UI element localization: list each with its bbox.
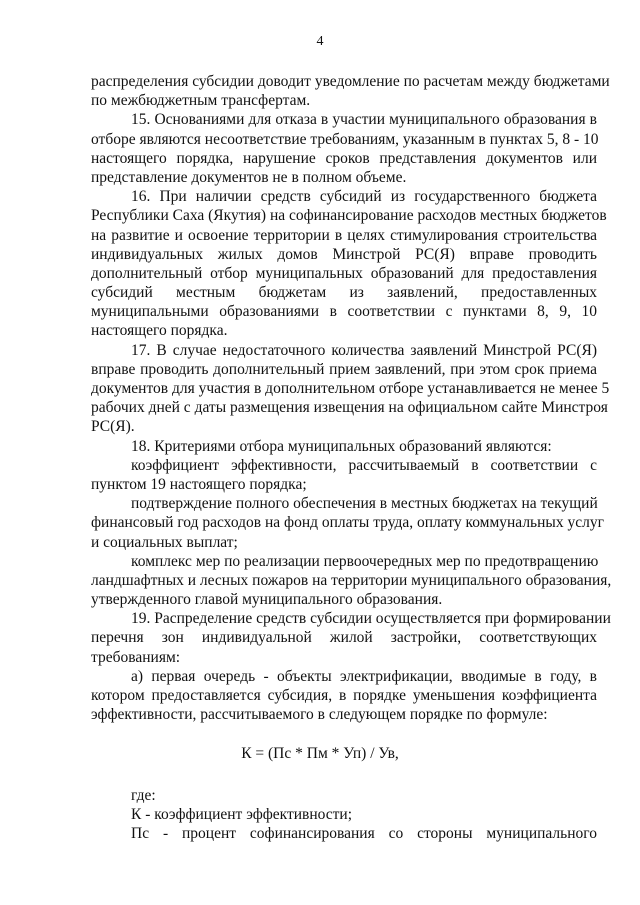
text-line: документов для участия в дополнительном отборе устанавливается не менее 5: [91, 380, 610, 397]
text-line: представление документов не в полном объеме.: [91, 168, 407, 186]
text-line: вправе проводить дополнительный прием заявлений, при этом срок приема: [91, 360, 597, 378]
paragraph-19-start: 19. Распределение средств субсидии осуществляется при формировании: [131, 610, 611, 628]
text-line: распределения субсидии доводит уведомление по расчетам между бюджетами: [91, 73, 610, 90]
text-line: РС(Я).: [91, 418, 135, 436]
text-line: субсидий местным бюджетам из заявлений, предоставленных: [91, 284, 597, 302]
criteria-item-2: подтверждение полного обеспечения в местных бюджетах на текущий: [131, 495, 598, 513]
subitem-a-start: а) первая очередь - объекты электрификации, вводимые в году, в: [131, 667, 597, 685]
text-line: котором предоставляется субсидия, в порядке уменьшения коэффициента: [91, 687, 597, 704]
text-line: настоящего порядка.: [91, 322, 228, 340]
paragraph-15-start: 15. Основаниями для отказа в участии муниципального образования в: [131, 111, 597, 129]
text-line: и социальных выплат;: [91, 533, 238, 551]
text-line: ландшафтных и лесных пожаров на территории муниципального образования,: [91, 571, 612, 589]
text-line: дополнительный отбор муниципальных образований для предоставления: [91, 264, 597, 282]
text-line: пунктом 19 настоящего порядка;: [91, 475, 307, 493]
text-line: на развитие и освоение территории в целях стимулирования строительства: [91, 226, 597, 244]
text-line: индивидуальных жилых домов Минстрой РС(Я) вправе проводить: [91, 245, 597, 263]
text-line: Республики Саха (Якутия) на софинансирование расходов местных бюджетов: [91, 207, 607, 225]
paragraph-16-start: 16. При наличии средств субсидий из государственного бюджета: [131, 188, 597, 206]
text-line: финансовый год расходов на фонд оплаты труда, оплату коммунальных услуг: [91, 514, 604, 532]
text-line: отборе являются несоответствие требованиям, указанным в пунктах 5, 8 - 10: [91, 130, 599, 148]
criteria-item-3: комплекс мер по реализации первоочередных мер по предотвращению: [131, 552, 599, 570]
paragraph-17-start: 17. В случае недостаточного количества заявлений Минстрой РС(Я): [131, 341, 597, 359]
document-body: [91, 72, 612, 724]
legend-item-k: К - коэффициент эффективности;: [131, 806, 353, 824]
text-line: требованиям:: [91, 648, 181, 666]
text-line: по межбюджетным трансфертам.: [91, 92, 311, 110]
page-number: 4: [316, 34, 324, 49]
text-line: перечня зон индивидуальной жилой застройки, соответствующих: [91, 629, 597, 647]
text-line: рабочих дней с даты размещения извещения на официальном сайте Минстроя: [91, 399, 608, 417]
paragraph-18-start: 18. Критериями отбора муниципальных образований являются:: [131, 437, 552, 455]
text-line: утвержденного главой муниципального образования.: [91, 591, 443, 609]
text-line: настоящего порядка, нарушение сроков представления документов или: [91, 149, 597, 167]
formula-legend: [91, 786, 597, 844]
criteria-item-1: коэффициент эффективности, рассчитываемый в соответствии с: [131, 456, 597, 474]
legend-intro: где:: [131, 787, 156, 804]
efficiency-formula: К = (Пс * Пм * Уп) / Ув,: [241, 745, 399, 762]
text-line: муниципальными образованиями в соответствии с пунктами 8, 9, 10: [91, 303, 597, 321]
legend-item-ps: Пс - процент софинансирования со стороны муниципального: [131, 825, 597, 843]
text-line: эффективности, рассчитываемого в следующем порядке по формуле:: [91, 706, 548, 724]
